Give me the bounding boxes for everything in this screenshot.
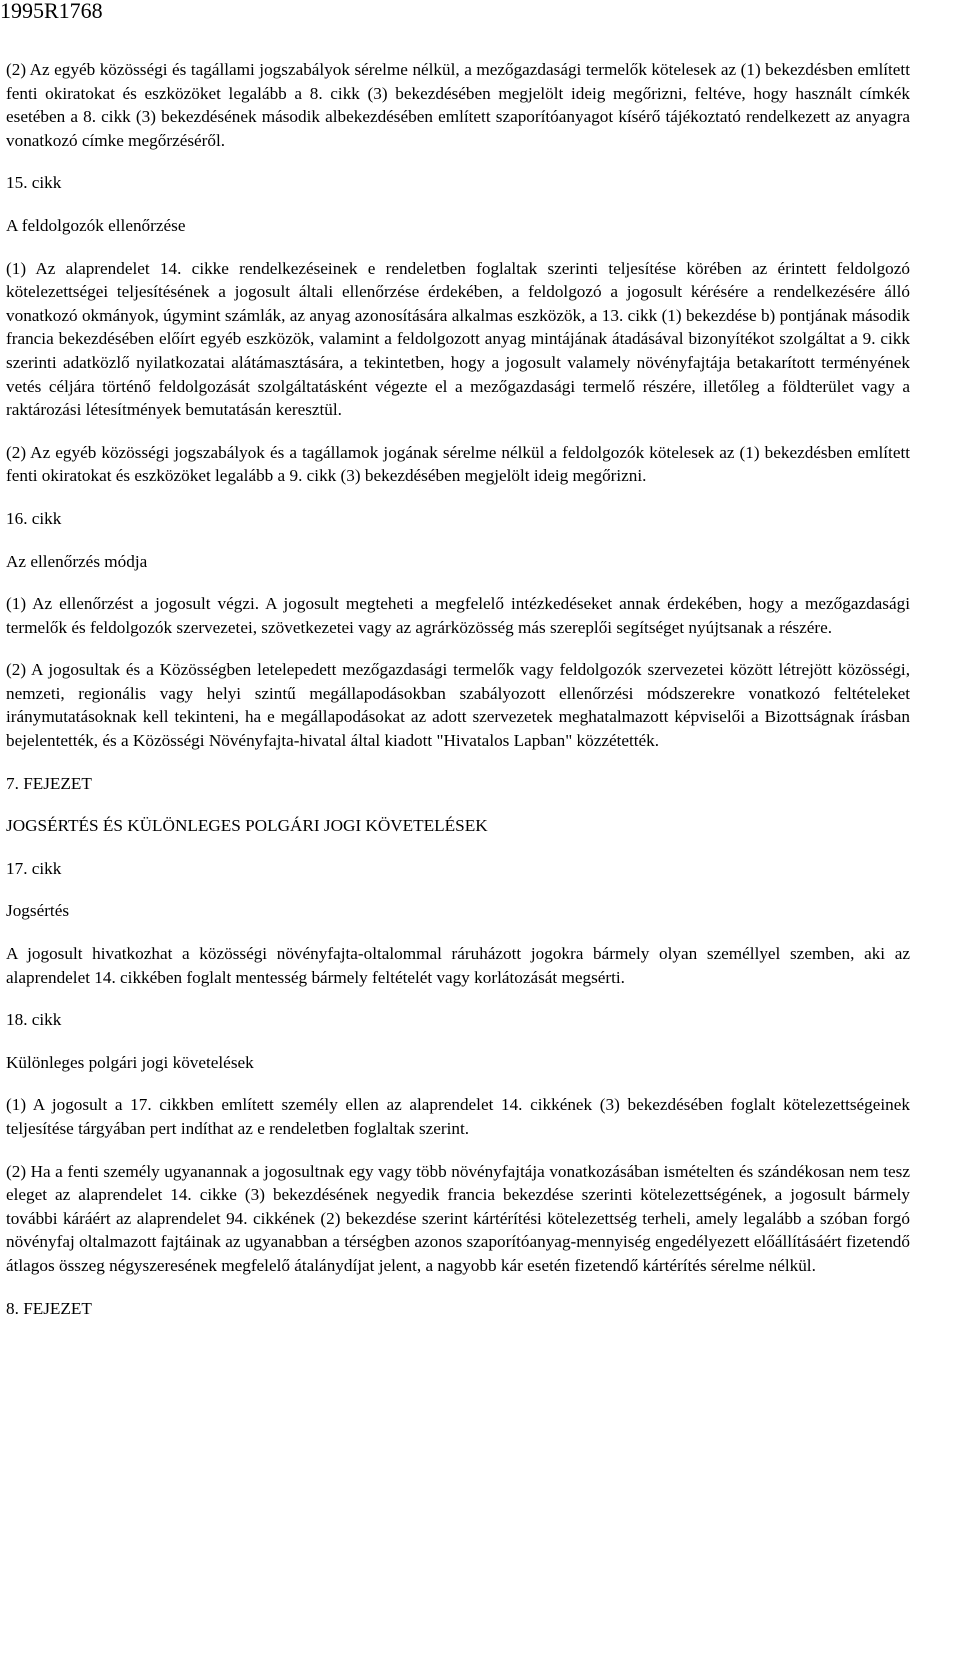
paragraph-16-2: (2) A jogosultak és a Közösségben letelepedett mezőgazdasági termelők vagy feldolgozók szervezetei között létrejött közösségi, nemzeti, regionális vagy helyi szintű megállapodásokban szabályozott ellenőrzési módszerekre vonatkozó feltételeket iránymutatásoknak kell tekinteni, ha e megállapodásokat az adott szervezetek meghatalmazott képviselői a Bizottságnak írásban bejelentették, és a Közösségi Növényfajta-hivatal által kiadott "Hivatalos Lapban" közzétették. bbox=[6, 660, 910, 751]
document-id: 1995R1768 bbox=[0, 0, 103, 23]
paragraph-18-2: (2) Ha a fenti személy ugyanannak a jogosultnak egy vagy több növényfajtája vonatkozásában ismételten és szándékosan nem tesz eleget az alaprendelet 14. cikke (3) bekezdésének negyedik francia bekezdése szerinti kötelezettségének, a jogosult bármely további káráért az alaprendelet 94. cikkének (2) bekezdése szerint kártérítési kötelezettség terheli, amely legalább a szóban forgó növényfaj oltalmazott fajtáinak az ugyanabban a térségben azonos szaporítóanyag-mennyiség engedélyezett előállításáért fizetendő átlagos összeg négyszeresének megfelelő átalánydíjat jelent, a nagyobb kár esetén fizetendő kártérítés sérelme nélkül. bbox=[6, 1161, 910, 1275]
document-body bbox=[6, 58, 910, 1339]
article-17-title: Jogsértés bbox=[6, 901, 70, 921]
paragraph-14-2: (2) Az egyéb közösségi és tagállami jogszabályok sérelme nélkül, a mezőgazdasági termelők kötelesek az (1) bekezdésben említett fenti okiratokat és eszközöket legalább a 8. cikk (3) bekezdésében megjelölt ideig megőrizni, feltéve, hogy használt címkék esetében a 8. cikk (3) bekezdésének második albekezdésében említett szaporítóanyagot kísérő tájékoztató rendelkezett az anyagra vonatkozó címke megőrzéséről. bbox=[6, 60, 910, 150]
paragraph-18-1: (1) A jogosult a 17. cikkben említett személy ellen az alaprendelet 14. cikkének (3) bekezdésében foglalt kötelezettségeinek teljesítése tárgyában pert indíthat az e rendeletben foglaltak szerint. bbox=[6, 1095, 910, 1138]
paragraph-15-1: (1) Az alaprendelet 14. cikke rendelkezéseinek e rendeletben foglaltak szerinti teljesítése körében az érintett feldolgozó kötelezettségei teljesítésének a jogosult általi ellenőrzése érdekében, a feldolgozó a jogosult kérésére a rendelkezésére álló vonatkozó okmányok, úgymint számlák, az anyag azonosítására alkalmas eszközök, a 13. cikk (1) bekezdése b) pontjának második francia bekezdésében előírt egyéb eszközök, valamint a feldolgozott anyag mintájának átadásával bizonyítékot szolgáltat a 9. cikk szerinti adatközlő nyilatkozatai alátámasztására, a tekintetben, hogy a jogosult valamely növényfajtája betakarított terményének vetés céljára történő feldolgozását szolgáltatásként végezte el a mezőgazdasági termelő részére, illetőleg a földterület vagy a raktározási létesítmények bemutatásán keresztül. bbox=[6, 258, 910, 420]
article-15-title: A feldolgozók ellenőrzése bbox=[6, 215, 186, 235]
article-15-number: 15. cikk bbox=[6, 173, 62, 193]
chapter-7-number: 7. FEJEZET bbox=[6, 773, 92, 793]
article-16-number: 16. cikk bbox=[6, 508, 62, 528]
article-18-title: Különleges polgári jogi követelések bbox=[6, 1052, 254, 1072]
chapter-7-title: JOGSÉRTÉS ÉS KÜLÖNLEGES POLGÁRI JOGI KÖVETELÉSEK bbox=[6, 816, 488, 836]
chapter-8-number: 8. FEJEZET bbox=[6, 1298, 92, 1318]
article-16-title: Az ellenőrzés módja bbox=[6, 551, 148, 571]
paragraph-15-2: (2) Az egyéb közösségi jogszabályok és a tagállamok jogának sérelme nélkül a feldolgozók kötelesek az (1) bekezdésben említett fenti okiratokat és eszközöket legalább a 9. cikk (3) bekezdésében megjelölt ideig megőrizni. bbox=[6, 442, 910, 486]
paragraph-17: A jogosult hivatkozhat a közösségi növényfajta-oltalommal ráruházott jogokra bármely olyan személlyel szemben, aki az alaprendelet 14. cikkében foglalt mentesség bármely feltételét vagy korlátozását megsérti. bbox=[6, 944, 910, 987]
paragraph-16-1: (1) Az ellenőrzést a jogosult végzi. A jogosult megteheti a megfelelő intézkedéseket annak érdekében, hogy a mezőgazdasági termelők és feldolgozók szervezetei, szövetkezetei vagy az agrárközösség más szereplői segítséget nyújtsanak a részére. bbox=[6, 594, 910, 637]
article-18-number: 18. cikk bbox=[6, 1010, 62, 1030]
article-17-number: 17. cikk bbox=[6, 858, 62, 878]
